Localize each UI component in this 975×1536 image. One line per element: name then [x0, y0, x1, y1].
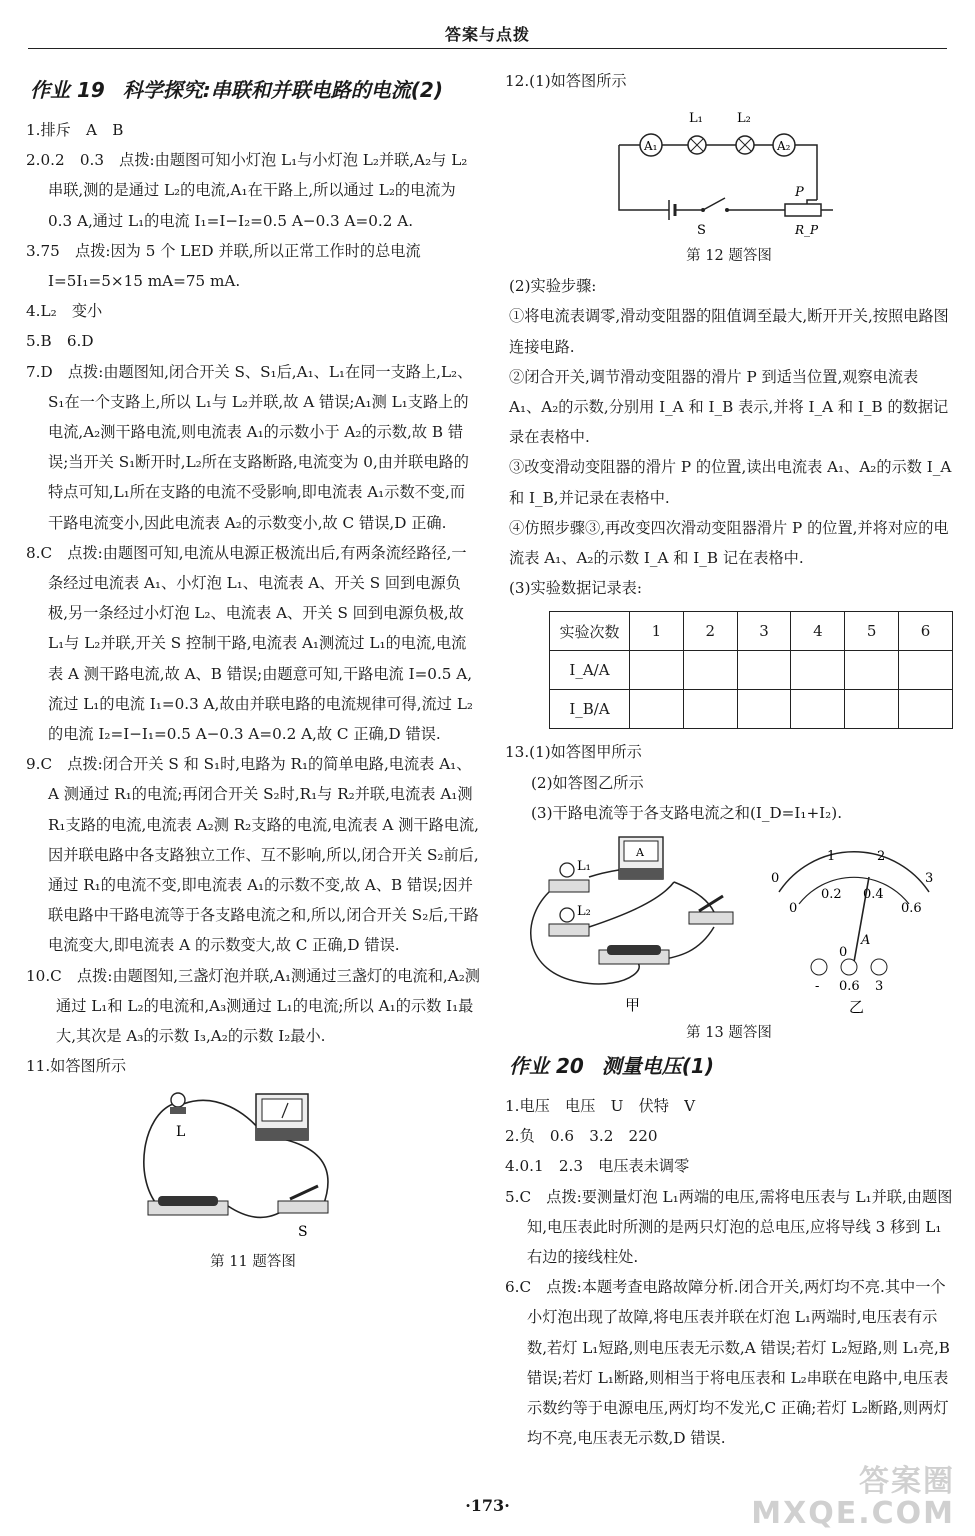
svg-text:A: A	[636, 846, 644, 860]
steps-title: (2)实验步骤:	[509, 277, 597, 296]
switch-label: S	[298, 1223, 308, 1240]
answer-q11: 11.如答图所示	[26, 1057, 127, 1076]
table-header-row	[550, 612, 953, 651]
table-cell	[899, 651, 953, 690]
figure-11-caption: 第 11 题答图	[210, 1253, 296, 1270]
answer-20-q2: 2.负 0.6 3.2 220	[505, 1127, 658, 1146]
answer-q1: 1.排斥 A B	[26, 121, 124, 139]
table-row	[550, 651, 953, 690]
circuit-diagram-11	[138, 1086, 368, 1246]
svg-text:L₂: L₂	[737, 111, 751, 127]
page-header	[28, 0, 947, 49]
data-record-table	[549, 611, 953, 729]
svg-text:L₁: L₁	[577, 859, 591, 875]
svg-text:A₂: A₂	[777, 139, 791, 154]
right-column	[505, 66, 953, 1453]
lamp-l1-icon	[688, 111, 706, 154]
section-number: 作业 20	[509, 1054, 584, 1079]
table-header-cell: 4	[791, 612, 845, 651]
answer-q13-3: (3)干路电流等于各支路电流之和(I_D=I₁+I₂).	[531, 803, 843, 822]
svg-text:A: A	[861, 933, 871, 949]
answer-q2: 2.0.2 0.3 点拨:由题图可知小灯泡 L₁与小灯泡 L₂并联,A₂与 L₂串联,测的是通过 L₂的电流,A₁在干路上,所以通过 L₂的电流为 0.3 A,通过 L₁的电流 I₁=I−I₂=0.5 A−0.3 A=0.2 A.	[26, 151, 468, 230]
figure-12	[599, 100, 859, 240]
answer-q13-1: 13.(1)如答图甲所示	[505, 743, 642, 762]
circuit-diagram-13	[509, 832, 949, 1017]
svg-text:-: -	[815, 979, 820, 995]
table-header-cell: 实验次数	[550, 612, 630, 651]
lamp-icon	[170, 1093, 186, 1114]
svg-text:1: 1	[827, 849, 836, 865]
table-cell	[899, 690, 953, 729]
answer-q8: 8.C 点拨:由题图可知,电流从电源正极流出后,有两条流经路径,一条经过电流表 A₁、小灯泡 L₁、电流表 A、开关 S 回到电源负极,另一条经过小灯泡 L₂、电流表 A、开关 S 回到电源负极,故 L₁与 L₂并联,开关 S 控制干路,电流表 A₁测流过 L₁的电流,电流表 A 测干路电流,故 A、B 错误;由题意可知,干路电流 I=0.5 A,流过 L₁的电流 I₁=0.3 A,故由并联电路的电流规律可得,流过 L₂的电流 I₂=I−I₁=0.5 A−0.3 A=0.2 A,故 C 正确,D 错误.	[26, 543, 473, 744]
answer-q10: 10.C 点拨:由题图知,三盏灯泡并联,A₁测通过三盏灯的电流和,A₂测通过 L₁和 L₂的电流和,A₃测通过 L₁的电流;所以 A₁的示数 I₁最大,其次是 A₃的示数 I₃,A₂的示数 I₂最小.	[26, 966, 480, 1046]
ammeter-icon	[619, 837, 663, 879]
battery-icon	[669, 200, 675, 220]
left-column	[26, 66, 480, 1277]
svg-text:0.6: 0.6	[901, 901, 922, 917]
answer-20-q4: 4.0.1 2.3 电压表未调零	[505, 1157, 690, 1176]
label-yi: 乙	[849, 998, 865, 1017]
svg-text:0: 0	[771, 871, 780, 887]
table-header-cell: 5	[845, 612, 899, 651]
table-cell	[683, 651, 737, 690]
table-cell	[737, 690, 791, 729]
figure-13	[509, 832, 949, 1017]
svg-text:L₂: L₂	[577, 904, 591, 920]
battery-icon	[148, 1196, 228, 1215]
answer-20-q1: 1.电压 电压 U 伏特 V	[505, 1097, 696, 1116]
header-title: 答案与点拨	[444, 25, 530, 44]
svg-text:0: 0	[839, 945, 848, 961]
svg-text:L₁: L₁	[689, 111, 703, 127]
svg-text:3: 3	[925, 871, 934, 887]
section-heading-19	[26, 74, 480, 103]
watermark	[751, 1466, 955, 1530]
watermark-line2: MXQE.COM	[751, 1496, 955, 1531]
table-cell	[845, 651, 899, 690]
svg-text:R_P: R_P	[795, 223, 819, 238]
figure-12-caption: 第 12 题答图	[686, 248, 772, 265]
step-2: ②闭合开关,调节滑动变阻器的滑片 P 到适当位置,观察电流表 A₁、A₂的示数,分别用 I_A 和 I_B 表示,并将 I_A 和 I_B 的数据记录在表格中.	[509, 367, 949, 447]
table-row	[550, 690, 953, 729]
svg-text:P: P	[795, 185, 804, 201]
answer-q5-6: 5.B 6.D	[26, 332, 94, 351]
step-4: ④仿照步骤③,再改变四次滑动变阻器滑片 P 的位置,并将对应的电流表 A₁、A₂的示数 I_A 和 I_B 记在表格中.	[509, 518, 949, 568]
svg-text:3: 3	[875, 979, 884, 995]
table-cell	[845, 690, 899, 729]
answer-q13-2: (2)如答图乙所示	[531, 773, 644, 792]
lamp-l2-icon	[736, 111, 754, 154]
table-cell	[629, 690, 683, 729]
circuit-jia	[531, 837, 733, 1014]
table-header-cell: 3	[737, 612, 791, 651]
table-header-cell: 1	[629, 612, 683, 651]
table-cell	[791, 690, 845, 729]
watermark-line1: 答案圈	[859, 1464, 955, 1499]
label-jia: 甲	[625, 996, 641, 1015]
table-row-label: I_A/A	[550, 651, 630, 690]
page-number: ·173·	[465, 1496, 510, 1515]
step-1: ①将电流表调零,滑动变阻器的阻值调至最大,断开开关,按照电路图连接电路.	[509, 307, 949, 356]
svg-text:0.2: 0.2	[821, 887, 842, 903]
circuit-diagram-12	[599, 100, 859, 240]
section-title: 测量电压(1)	[601, 1054, 714, 1079]
svg-text:S: S	[697, 223, 706, 239]
svg-text:2: 2	[877, 849, 886, 865]
svg-text:0: 0	[789, 901, 798, 917]
lamp-l1-icon	[549, 859, 591, 892]
figure-11	[138, 1086, 368, 1246]
lamp-label: L	[176, 1123, 186, 1140]
svg-text:0.6: 0.6	[839, 979, 860, 995]
table-title: (3)实验数据记录表:	[509, 579, 642, 598]
svg-text:0.4: 0.4	[863, 887, 884, 903]
answer-20-q6: 6.C 点拨:本题考查电路故障分析.闭合开关,两灯均不亮.其中一个小灯泡出现了故障,将电压表并联在灯泡 L₁两端时,电压表有示数,若灯 L₁短路,则电压表无示数,A 错误;若灯 L₂短路,则 L₁亮,B 错误;若灯 L₁断路,则相当于将电压表和 L₂串联在电路中,电压表示数约等于电源电压,两灯均不发光,C 正确;若灯 L₂断路,则两灯均不亮,电压表无示数,D 错误.	[505, 1278, 950, 1448]
switch-icon	[689, 896, 733, 924]
table-row-label: I_B/A	[550, 690, 630, 729]
section-heading-20	[505, 1050, 953, 1079]
table-header-cell: 6	[899, 612, 953, 651]
ammeter-a1-icon	[640, 134, 662, 156]
ammeter-icon	[256, 1094, 308, 1140]
answer-q7: 7.D 点拨:由题图知,闭合开关 S、S₁后,A₁、L₁在同一支路上,L₂、S₁在一个支路上,所以 L₁与 L₂并联,故 A 错误;A₁测 L₁支路上的电流,A₂测干路电流,则电流表 A₁的示数小于 A₂的示数,故 B 错误;当开关 S₁断开时,L₂所在支路断路,电流变为 0,由并联电路的特点可知,L₁所在支路的电流不受影响,即电流表 A₁示数不变,而干路电流变小,因此电流表 A₂的示数变小,故 C 错误,D 正确.	[26, 362, 473, 532]
table-cell	[737, 651, 791, 690]
table-cell	[629, 651, 683, 690]
meter-dial-yi	[771, 849, 933, 1016]
figure-13-caption: 第 13 题答图	[686, 1025, 772, 1042]
lamp-l2-icon	[549, 904, 591, 936]
ammeter-a2-icon	[773, 134, 795, 156]
step-3: ③改变滑动变阻器的滑片 P 的位置,读出电流表 A₁、A₂的示数 I_A 和 I_B,并记录在表格中.	[509, 458, 952, 507]
answer-q9: 9.C 点拨:闭合开关 S 和 S₁时,电路为 R₁的简单电路,电流表 A₁、A 测通过 R₁的电流;再闭合开关 S₂时,R₁与 R₂并联,电流表 A₁测 R₁支路的电流,电流表 A₂测 R₂支路的电流,电流表 A 测干路电流,因并联电路中各支路独立工作、互不影响,所以,闭合开关 S₂前后,通过 R₁的电流不变,即电流表 A₁的示数不变,故 A、B 错误;因并联电路中干路电流等于各支路电流之和,所以,闭合开关 S₂后,干路电流变大,即电流表 A 的示数变大,故 C 正确,D 错误.	[26, 755, 479, 955]
switch-icon	[675, 198, 729, 238]
answer-q4: 4.L₂ 变小	[26, 302, 103, 321]
answer-q3: 3.75 点拨:因为 5 个 LED 并联,所以正常工作时的总电流 I=5I₁=5×15 mA=75 mA.	[26, 241, 421, 291]
table-header-cell: 2	[683, 612, 737, 651]
table-cell	[683, 690, 737, 729]
battery-icon	[599, 945, 669, 964]
section-number: 作业 19	[30, 78, 105, 102]
answer-q12: 12.(1)如答图所示	[505, 72, 627, 90]
answer-20-q5: 5.C 点拨:要测量灯泡 L₁两端的电压,需将电压表与 L₁并联,由题图知,电压表此时所测的是两只灯泡的总电压,应将导线 3 移到 L₁右边的接线柱处.	[505, 1187, 953, 1267]
svg-text:A₁: A₁	[644, 139, 658, 154]
switch-icon	[278, 1186, 328, 1213]
table-cell	[791, 651, 845, 690]
section-title: 科学探究:串联和并联电路的电流(2)	[122, 78, 443, 102]
